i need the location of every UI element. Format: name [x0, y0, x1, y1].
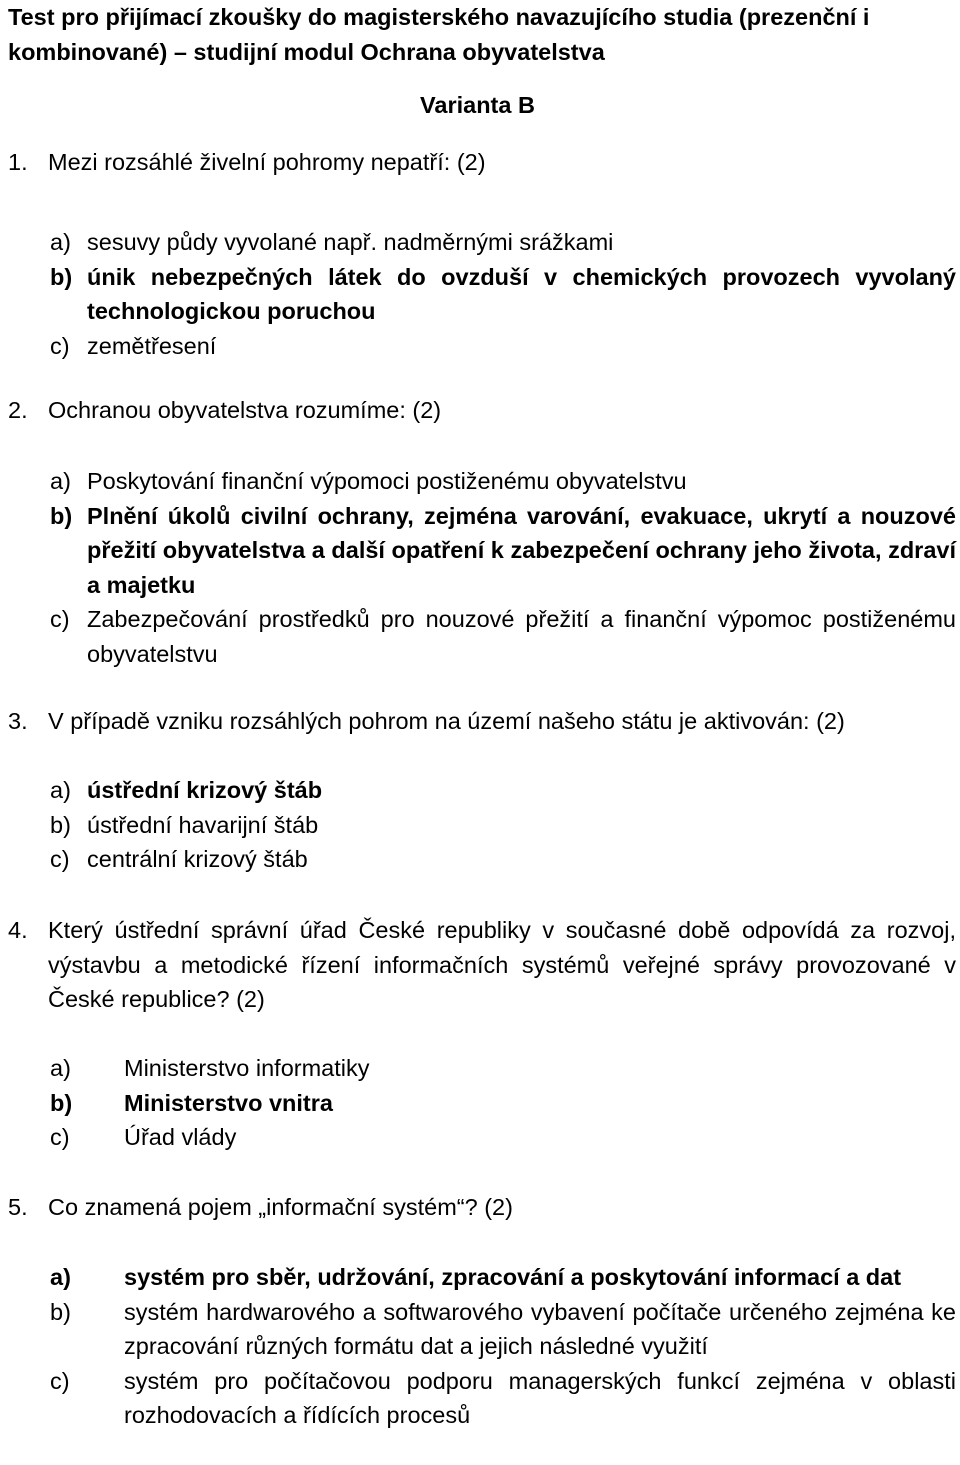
option-b-correct	[50, 260, 956, 329]
option-b-correct	[50, 499, 956, 603]
option-c	[50, 329, 956, 364]
question-5	[8, 1190, 956, 1225]
option-letter: b)	[50, 811, 71, 838]
option-a	[50, 464, 956, 499]
option-text: únik nebezpečných látek do ovzduší v chemických provozech vyvolaný technologickou poruchou	[87, 263, 956, 324]
option-letter: b)	[50, 1089, 73, 1116]
option-b	[50, 1295, 956, 1364]
option-text: ústřední krizový štáb	[87, 777, 323, 803]
question-text: Který ústřední správní úřad České republiky v současné době odpovídá za rozvoj, výstavbu a metodické řízení informačních systémů veřejné správy provozované v České republice? (2)	[48, 917, 956, 1012]
option-text: sesuvy půdy vyvolané např. nadměrnými srážkami	[87, 229, 614, 255]
option-letter: a)	[50, 1264, 71, 1290]
question-1-options	[50, 225, 956, 363]
question-5-options	[50, 1260, 956, 1433]
question-4-options	[50, 1051, 956, 1155]
option-a	[50, 225, 956, 260]
option-c	[50, 1120, 956, 1155]
option-text: Ministerstvo informatiky	[124, 1055, 370, 1081]
option-text: zemětřesení	[87, 332, 217, 359]
option-letter: a)	[50, 777, 71, 803]
option-c	[50, 842, 956, 877]
option-a-correct	[50, 773, 956, 808]
option-text: Úřad vlády	[124, 1124, 237, 1150]
question-text: Co znamená pojem „informační systém“? (2)	[48, 1194, 513, 1220]
question-number: 2.	[8, 397, 28, 423]
option-letter: a)	[50, 468, 71, 494]
option-b	[50, 808, 956, 843]
option-c	[50, 602, 956, 671]
option-text: centrální krizový štáb	[87, 846, 308, 872]
question-text: Mezi rozsáhlé živelní pohromy nepatří: (2)	[48, 149, 486, 175]
question-1	[8, 145, 956, 180]
document-title: Test pro přijímací zkoušky do magisterského navazujícího studia (prezenční i kombinované) – studijní modul Ochrana obyvatelstva	[8, 4, 870, 65]
option-letter: c)	[50, 606, 70, 632]
question-number: 5.	[8, 1194, 28, 1220]
question-text: V případě vzniku rozsáhlých pohrom na území našeho státu je aktivován: (2)	[48, 708, 845, 734]
question-number: 3.	[8, 708, 28, 734]
option-text: Poskytování finanční výpomoci postiženému obyvatelstvu	[87, 468, 687, 494]
question-text: Ochranou obyvatelstva rozumíme: (2)	[48, 397, 442, 423]
option-text: systém pro sběr, udržování, zpracování a poskytování informací a dat	[124, 1264, 902, 1290]
question-number: 1.	[8, 149, 28, 175]
option-b-correct	[50, 1086, 956, 1121]
option-letter: a)	[50, 229, 71, 255]
variant-label: Varianta B	[420, 92, 535, 118]
option-a	[50, 1051, 956, 1086]
option-a-correct	[50, 1260, 956, 1295]
option-text: systém pro počítačovou podporu managerských funkcí zejména v oblasti rozhodovacích a řídících procesů	[124, 1367, 956, 1428]
option-letter: a)	[50, 1055, 71, 1081]
option-letter: c)	[50, 846, 70, 872]
question-number: 4.	[8, 917, 28, 943]
option-letter: b)	[50, 263, 73, 290]
option-text: Plnění úkolů civilní ochrany, zejména varování, evakuace, ukrytí a nouzové přežití obyvatelstva a další opatření k zabezpečení ochrany jeho života, zdraví a majetku	[87, 502, 956, 598]
option-text: systém hardwarového a softwarového vybavení počítače určeného zejména ke zpracování různých formátu dat a jejich následné využití	[124, 1298, 956, 1359]
option-text: Zabezpečování prostředků pro nouzové přežití a finanční výpomoc postiženému obyvatelstvu	[87, 606, 956, 667]
question-3-options	[50, 773, 956, 877]
question-2	[8, 393, 956, 428]
question-4	[8, 913, 956, 1017]
option-letter: c)	[50, 1367, 70, 1394]
option-text: ústřední havarijní štáb	[87, 811, 319, 838]
option-letter: b)	[50, 1298, 71, 1325]
option-text: Ministerstvo vnitra	[124, 1089, 333, 1116]
option-c	[50, 1364, 956, 1433]
option-letter: b)	[50, 502, 73, 529]
question-2-options	[50, 464, 956, 671]
option-letter: c)	[50, 332, 70, 359]
option-letter: c)	[50, 1124, 70, 1150]
question-3	[8, 704, 956, 739]
